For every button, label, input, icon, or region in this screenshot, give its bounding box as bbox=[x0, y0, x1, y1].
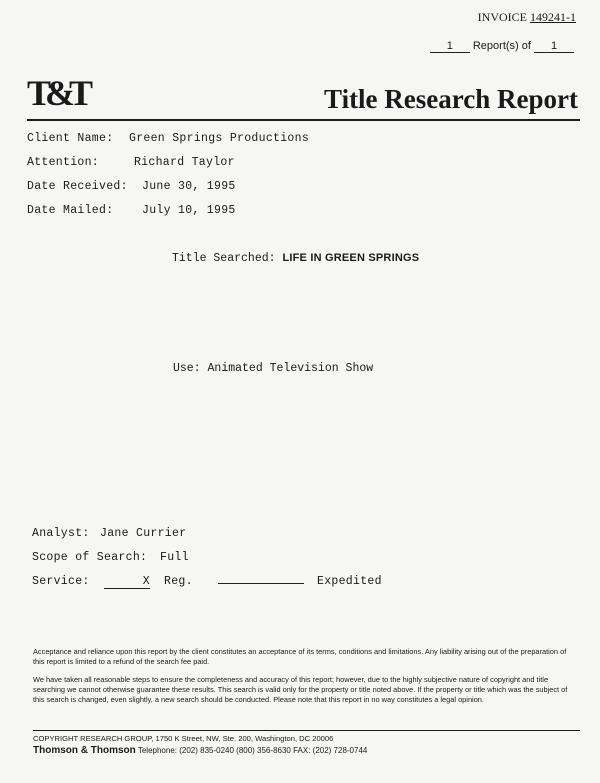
attention-row bbox=[27, 156, 427, 169]
date-mailed-row bbox=[27, 204, 427, 217]
company-logo: T&T bbox=[27, 73, 88, 113]
date-mailed-label: Date Mailed: bbox=[27, 204, 114, 217]
analyst-label: Analyst: bbox=[32, 527, 90, 540]
client-name-row bbox=[27, 132, 427, 145]
analyst-row bbox=[32, 527, 332, 540]
invoice-block bbox=[478, 10, 576, 25]
date-received-value: June 30, 1995 bbox=[142, 180, 236, 193]
page-title: Title Research Report bbox=[324, 84, 578, 114]
report-total: 1 bbox=[534, 40, 574, 53]
title-searched-label: Title Searched: bbox=[172, 252, 276, 265]
footer-contact: Telephone: (202) 835-0240 (800) 356-8630 FAX: (202) 728-0744 bbox=[137, 746, 368, 755]
service-reg-mark: X bbox=[104, 575, 150, 589]
footer-company: Thomson & Thomson bbox=[33, 745, 136, 756]
date-received-row bbox=[27, 180, 427, 193]
client-name-label: Client Name: bbox=[27, 132, 114, 145]
report-count: 1 bbox=[430, 40, 470, 53]
attention-value: Richard Taylor bbox=[134, 156, 235, 169]
use-label: Use: bbox=[173, 362, 201, 375]
footer-address: COPYRIGHT RESEARCH GROUP, 1750 K Street, NW, Ste. 200, Washington, DC 20006 bbox=[33, 734, 334, 743]
scope-value: Full bbox=[160, 551, 189, 564]
header-divider bbox=[27, 119, 580, 121]
footer-divider bbox=[33, 730, 580, 731]
scope-label: Scope of Search: bbox=[32, 551, 148, 564]
disclaimer-paragraph-1: Acceptance and reliance upon this report by the client constitutes an acceptance of its terms, conditions and limitations. Any liability arising out of the preparation of this report is limited to a refund of the search fee paid. bbox=[33, 647, 567, 666]
scope-row bbox=[32, 551, 332, 564]
service-label: Service: bbox=[32, 575, 90, 588]
invoice-number: 149241-1 bbox=[530, 10, 576, 24]
client-name-value: Green Springs Productions bbox=[129, 132, 310, 145]
footer-contact-line bbox=[33, 745, 367, 756]
invoice-label: INVOICE bbox=[477, 10, 527, 24]
disclaimer-paragraph-2: We have taken all reasonable steps to ensure the completeness and accuracy of this report; however, due to the highly subjective nature of copyright and title searching we cannot otherwise guarantee these results. This search is valid only for the property or title noted above. If the property or title which was the subject of this search is changed, even slightly, a new search should be conducted. Please note that this report in no way constitutes a legal opinion. bbox=[33, 675, 568, 704]
date-received-label: Date Received: bbox=[27, 180, 128, 193]
title-searched-row bbox=[172, 252, 419, 265]
title-searched-value: LIFE IN GREEN SPRINGS bbox=[282, 252, 420, 264]
report-count-line bbox=[430, 40, 574, 53]
service-row bbox=[32, 575, 432, 588]
reg-label: Reg. bbox=[164, 575, 193, 588]
use-value: Animated Television Show bbox=[207, 362, 374, 375]
attention-label: Attention: bbox=[27, 156, 100, 169]
analyst-value: Jane Currier bbox=[100, 527, 187, 540]
reports-of-label: Report(s) of bbox=[472, 40, 531, 52]
use-row bbox=[173, 362, 373, 375]
date-mailed-value: July 10, 1995 bbox=[142, 204, 236, 217]
service-expedited-blank bbox=[218, 583, 304, 584]
expedited-label: Expedited bbox=[317, 575, 382, 588]
